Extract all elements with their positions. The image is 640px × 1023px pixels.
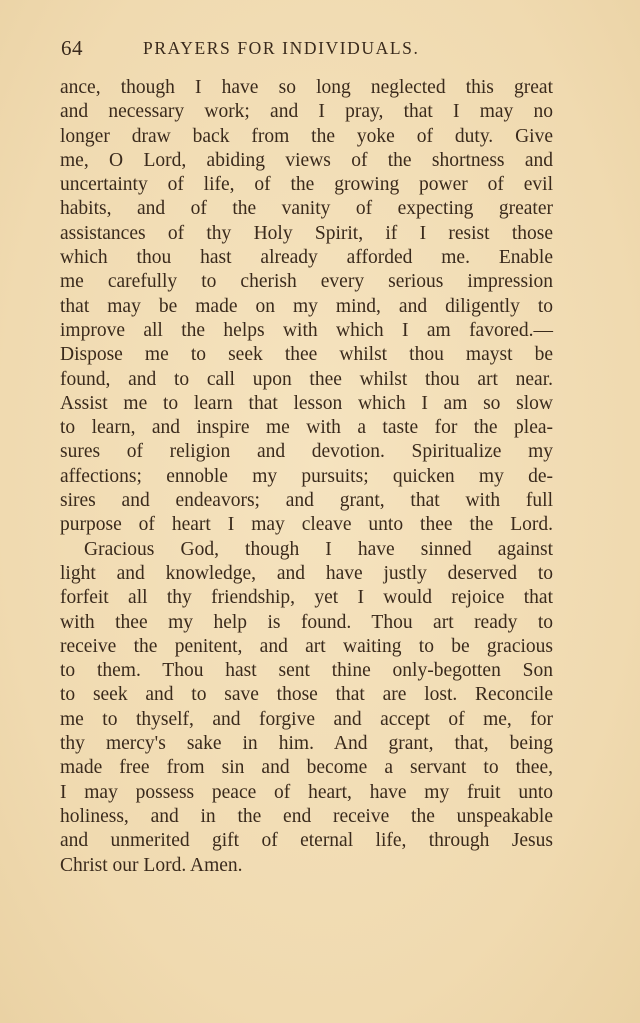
text-line: I may possess peace of heart, have my fruit unto	[60, 781, 553, 803]
text-line: with thee my help is found. Thou art ready to	[60, 611, 553, 633]
text-line: thy mercy's sake in him. And grant, that, being	[60, 733, 553, 755]
text-line: purpose of heart I may cleave unto thee the Lord.	[60, 514, 553, 536]
running-head: PRAYERS FOR INDIVIDUALS.	[143, 38, 420, 58]
text-line: to them. Thou hast sent thine only-begotten Son	[60, 660, 553, 682]
text-line: improve all the helps with which I am favored.—	[60, 319, 553, 341]
text-line: which thou hast already afforded me. Enable	[60, 247, 553, 269]
text-line: Gracious God, though I have sinned against	[84, 538, 553, 560]
text-line: forfeit all thy friendship, yet I would rejoice that	[60, 587, 553, 609]
page-header	[61, 36, 581, 62]
text-line: holiness, and in the end receive the unspeakable	[60, 805, 553, 827]
text-line: uncertainty of life, of the growing power of evil	[60, 174, 553, 196]
text-line: ance, though I have so long neglected this great	[60, 77, 553, 98]
text-line: to seek and to save those that are lost. Reconcile	[60, 684, 553, 706]
text-line: assistances of thy Holy Spirit, if I resist those	[60, 222, 553, 244]
text-line: sures of religion and devotion. Spiritualize my	[60, 441, 553, 463]
text-line: found, and to call upon thee whilst thou art near.	[60, 368, 553, 390]
text-line: receive the penitent, and art waiting to be gracious	[60, 635, 553, 657]
text-line: light and knowledge, and have justly deserved to	[60, 562, 553, 584]
page-number: 64	[61, 36, 83, 60]
text-line: that may be made on my mind, and diligently to	[60, 295, 553, 317]
text-line: longer draw back from the yoke of duty. Give	[60, 125, 553, 147]
text-line: and unmerited gift of eternal life, through Jesus	[60, 830, 553, 852]
text-line: habits, and of the vanity of expecting greater	[60, 198, 553, 220]
text-line: and necessary work; and I pray, that I may no	[60, 101, 553, 123]
text-line: made free from sin and become a servant to thee,	[60, 757, 553, 779]
text-line: me carefully to cherish every serious impression	[60, 271, 553, 293]
text-line: sires and endeavors; and grant, that with full	[60, 490, 553, 512]
text-line: me to thyself, and forgive and accept of me, for	[60, 708, 553, 730]
text-line: Assist me to learn that lesson which I am so slow	[60, 392, 553, 414]
text-line: Dispose me to seek thee whilst thou mayst be	[60, 344, 553, 366]
text-line: affections; ennoble my pursuits; quicken my de-	[60, 465, 553, 487]
text-line: me, O Lord, abiding views of the shortness and	[60, 149, 553, 171]
prayer-text	[60, 76, 553, 878]
text-line: to learn, and inspire me with a taste for the plea-	[60, 417, 553, 439]
text-line: Christ our Lord. Amen.	[60, 854, 243, 876]
